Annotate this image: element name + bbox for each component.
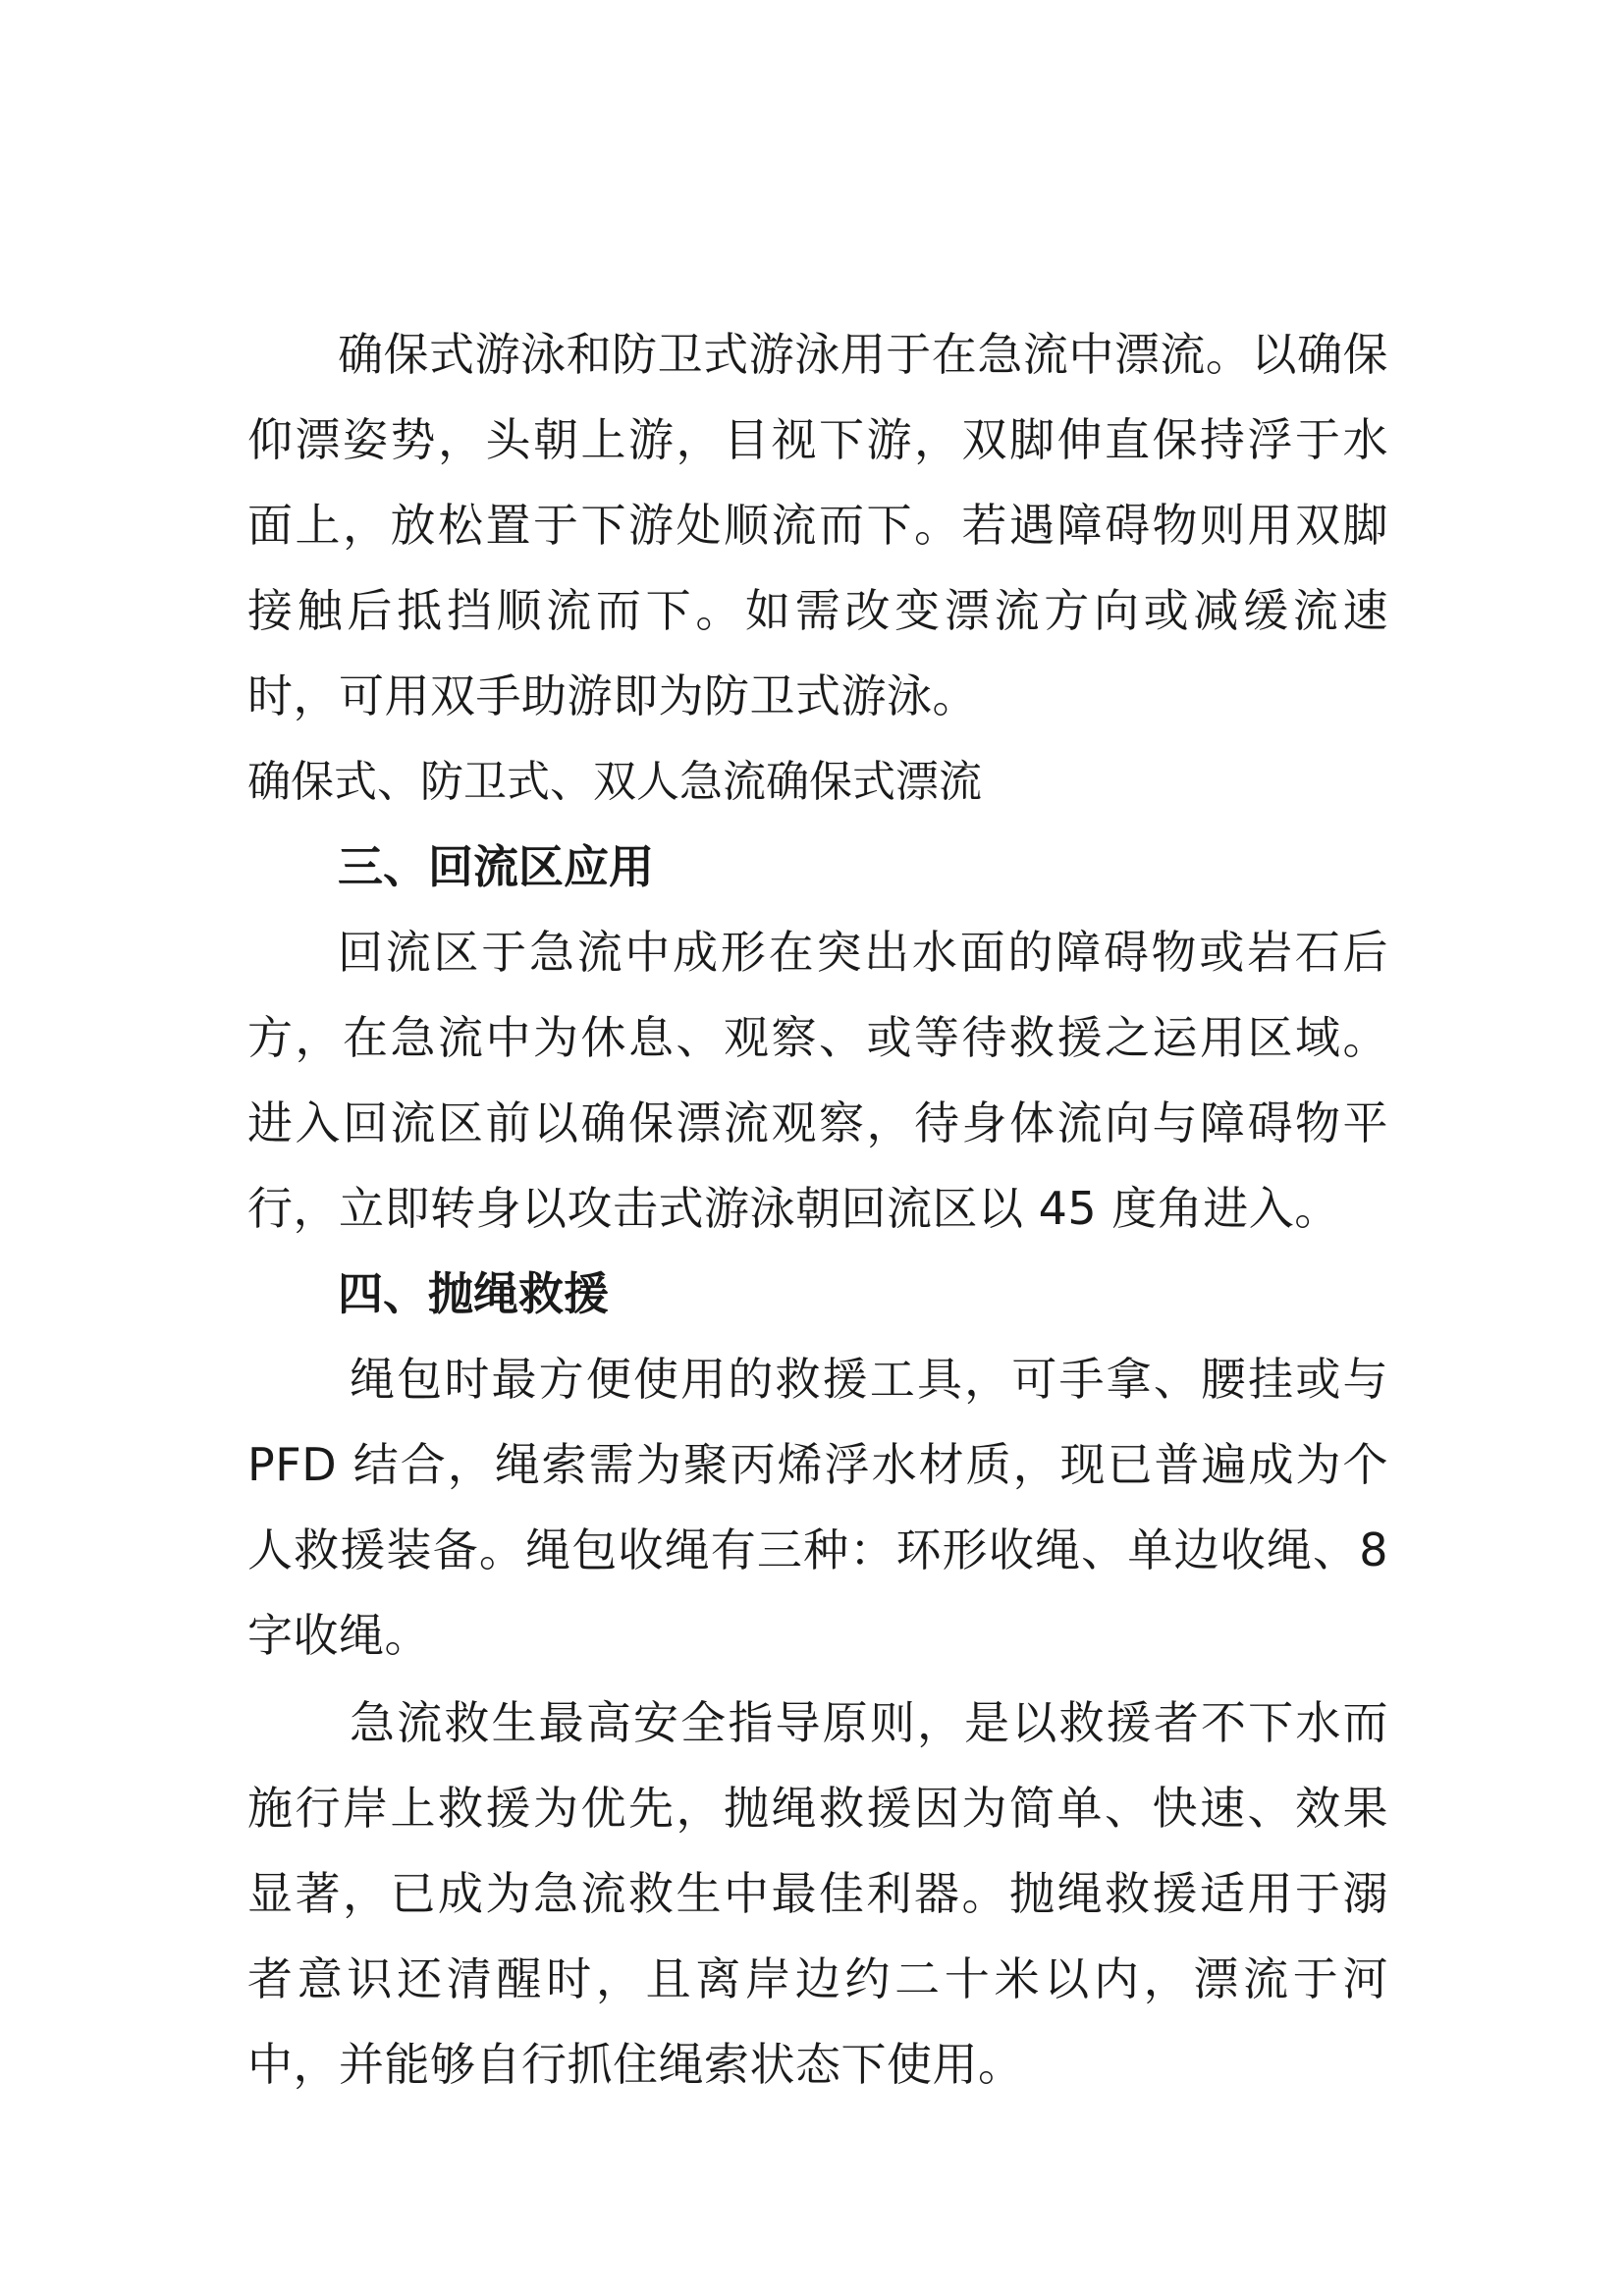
paragraph-rescue-principles: 急流救生最高安全指导原则，是以救援者不下水而施行岸上救援为优先，抛绳救援因为简单、快速、效果显著，已成为急流救生中最佳利器。抛绳救援适用于溺者意识还清醒时，且离岸边约二十米以内，漂流于河中，并能够自行抓住绳索状态下使用。 (247, 1696, 1388, 2091)
section-heading-throw-rope: 四、抛绳救援 (338, 1267, 609, 1320)
section-heading-eddy: 三、回流区应用 (338, 840, 654, 893)
caption-floating-types: 确保式、防卫式、双人急流确保式漂流 (247, 757, 982, 807)
paragraph-throw-bag: 绳包时最方便使用的救援工具，可手拿、腰挂或与 PFD 结合，绳索需为聚丙烯浮水材质，现已普遍成为个人救援装备。绳包收绳有三种：环形收绳、单边收绳、8 字收绳。 (247, 1353, 1388, 1662)
paragraph-eddy-application: 回流区于急流中成形在突出水面的障碍物或岩石后方，在急流中为休息、观察、或等待救援之运用区域。进入回流区前以确保漂流观察，待身体流向与障碍物平行，立即转身以攻击式游泳朝回流区以 45 度角进入。 (247, 926, 1388, 1235)
document-page (247, 312, 1388, 2108)
paragraph-floating-techniques: 确保式游泳和防卫式游泳用于在急流中漂流。以确保仰漂姿势，头朝上游，目视下游，双脚伸直保持浮于水面上，放松置于下游处顺流而下。若遇障碍物则用双脚接触后抵挡顺流而下。如需改变漂流方向或减缓流速时，可用双手助游即为防卫式游泳。 (247, 328, 1388, 722)
